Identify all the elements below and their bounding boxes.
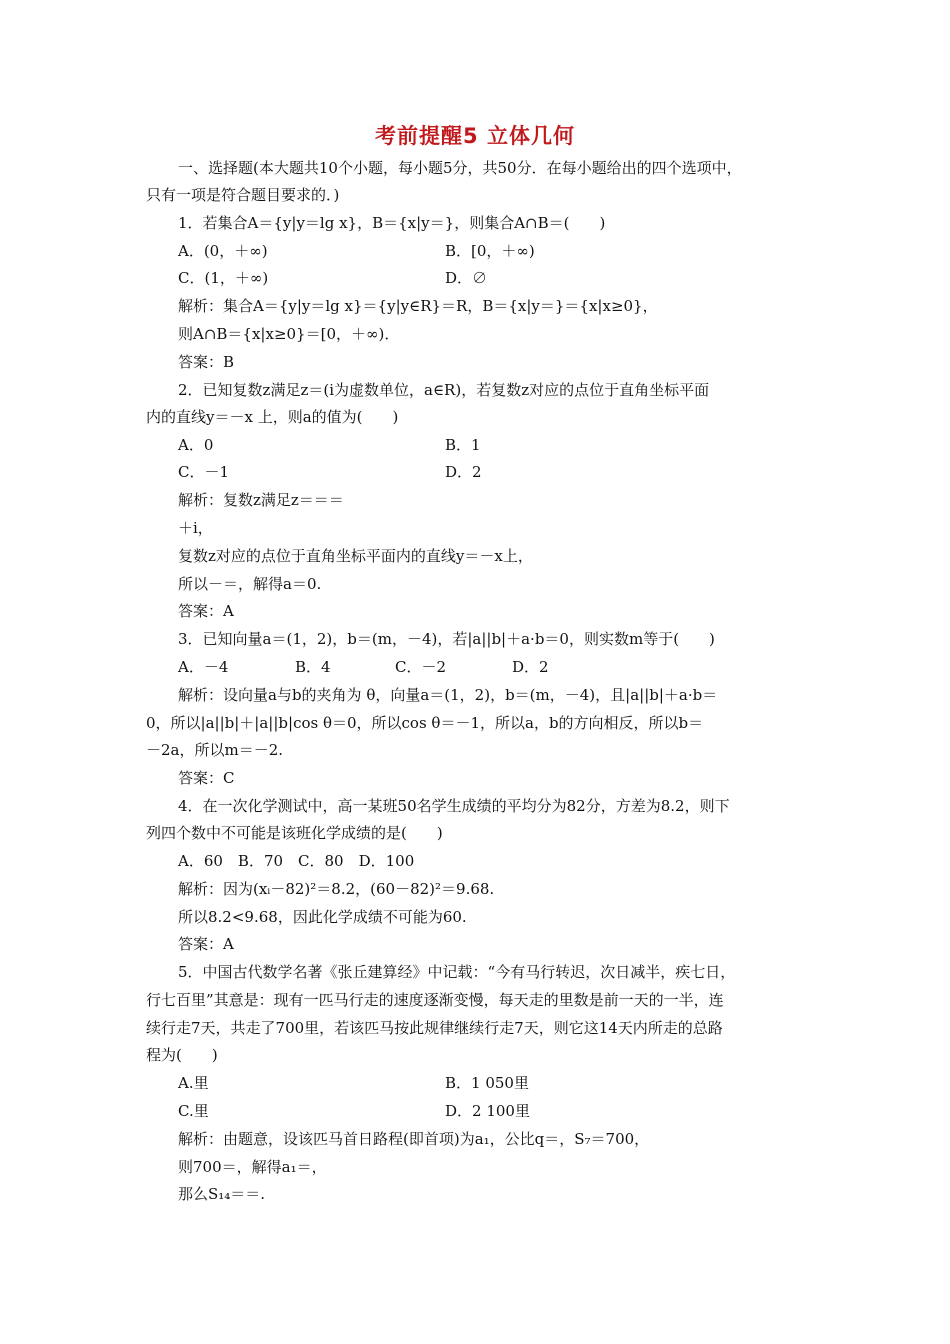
q1-answer: 答案：B <box>178 353 235 371</box>
q1-analysis-line-1: 解析：集合A＝{y|y＝lg x}＝{y|y∈R}＝R，B＝{x|y＝}＝{x|x≥0}， <box>178 297 658 315</box>
q4-stem-line-1: 4．在一次化学测试中，高一某班50名学生成绩的平均分为82分，方差为8.2，则下 <box>178 797 730 815</box>
q1-option-a: A．(0，＋∞) <box>178 242 268 260</box>
q5-option-d: D．2 100里 <box>445 1102 530 1120</box>
section-intro-line-2: 只有一项是符合题目要求的．) <box>146 186 340 204</box>
q5-option-c: C.里 <box>178 1102 209 1120</box>
q3-stem: 3．已知向量a＝(1，2)，b＝(m，－4)，若|a||b|＋a·b＝0，则实数m等于( ) <box>178 630 715 648</box>
q1-option-d: D．∅ <box>445 269 488 287</box>
q2-analysis-line-1: 解析：复数z满足z＝＝＝ <box>178 491 344 509</box>
q3-option-a: A．－4 <box>178 658 229 676</box>
q3-option-c: C．－2 <box>395 658 447 676</box>
q3-option-b: B．4 <box>295 658 331 676</box>
q2-analysis-line-2: ＋i， <box>178 519 213 537</box>
q2-option-d: D．2 <box>445 463 482 481</box>
q3-answer: 答案：C <box>178 769 235 787</box>
q4-options: A．60 B．70 C．80 D．100 <box>178 852 415 870</box>
q2-answer: 答案：A <box>178 602 234 620</box>
q2-option-a: A．0 <box>178 436 214 454</box>
q2-stem-line-2: 内的直线y＝－x 上，则a的值为( ) <box>146 408 399 426</box>
q5-analysis-line-2: 则700＝，解得a₁＝， <box>178 1158 327 1176</box>
q2-analysis-line-3: 复数z对应的点位于直角坐标平面内的直线y＝－x上， <box>178 547 533 565</box>
q4-answer: 答案：A <box>178 935 234 953</box>
q4-stem-line-2: 列四个数中不可能是该班化学成绩的是( ) <box>146 824 443 842</box>
q3-analysis-line-1: 解析：设向量a与b的夹角为 θ，向量a＝(1，2)，b＝(m，－4)，且|a||b|＋a·b＝ <box>178 686 718 704</box>
q4-analysis-line-1: 解析：因为(xᵢ－82)²＝8.2，(60－82)²＝9.68. <box>178 880 495 898</box>
q2-option-b: B．1 <box>445 436 481 454</box>
q5-analysis-line-1: 解析：由题意，设该匹马首日路程(即首项)为a₁，公比q＝，S₇＝700， <box>178 1130 650 1148</box>
q5-stem-line-3: 续行走7天，共走了700里，若该匹马按此规律继续行走7天，则它这14天内所走的总路 <box>146 1019 723 1037</box>
q5-analysis-line-3: 那么S₁₄＝＝. <box>178 1185 266 1203</box>
page-title: 考前提醒5 立体几何 <box>375 124 575 148</box>
q5-option-a: A.里 <box>178 1074 209 1092</box>
q1-option-c: C．(1，＋∞) <box>178 269 269 287</box>
q3-analysis-line-2: 0，所以|a||b|＋|a||b|cos θ＝0，所以cos θ＝－1，所以a，b的方向相反，所以b＝ <box>146 714 704 732</box>
q5-stem-line-4: 程为( ) <box>146 1046 218 1064</box>
q1-analysis-line-2: 则A∩B＝{x|x≥0}＝[0，＋∞)． <box>178 325 400 343</box>
q1-stem: 1．若集合A＝{y|y＝lg x}，B＝{x|y＝}，则集合A∩B＝( ) <box>178 214 606 232</box>
q5-stem-line-2: 行七百里”其意是：现有一匹马行走的速度逐渐变慢，每天走的里数是前一天的一半，连 <box>146 991 724 1009</box>
q2-option-c: C．－1 <box>178 463 230 481</box>
q3-option-d: D．2 <box>512 658 549 676</box>
q3-analysis-line-3: －2a，所以m＝－2. <box>146 741 284 759</box>
q5-stem-line-1: 5．中国古代数学名著《张丘建算经》中记载：“今有马行转迟，次日减半，疾七日， <box>178 963 736 981</box>
q4-analysis-line-2: 所以8.2<9.68，因此化学成绩不可能为60. <box>178 908 467 926</box>
q1-option-b: B．[0，＋∞) <box>445 242 535 260</box>
section-intro-line-1: 一、选择题(本大题共10个小题，每小题5分，共50分．在每小题给出的四个选项中， <box>178 159 742 177</box>
q2-analysis-line-4: 所以－＝，解得a＝0. <box>178 575 322 593</box>
q2-stem-line-1: 2．已知复数z满足z＝(i为虚数单位，a∈R)，若复数z对应的点位于直角坐标平面 <box>178 381 710 399</box>
q5-option-b: B．1 050里 <box>445 1074 529 1092</box>
